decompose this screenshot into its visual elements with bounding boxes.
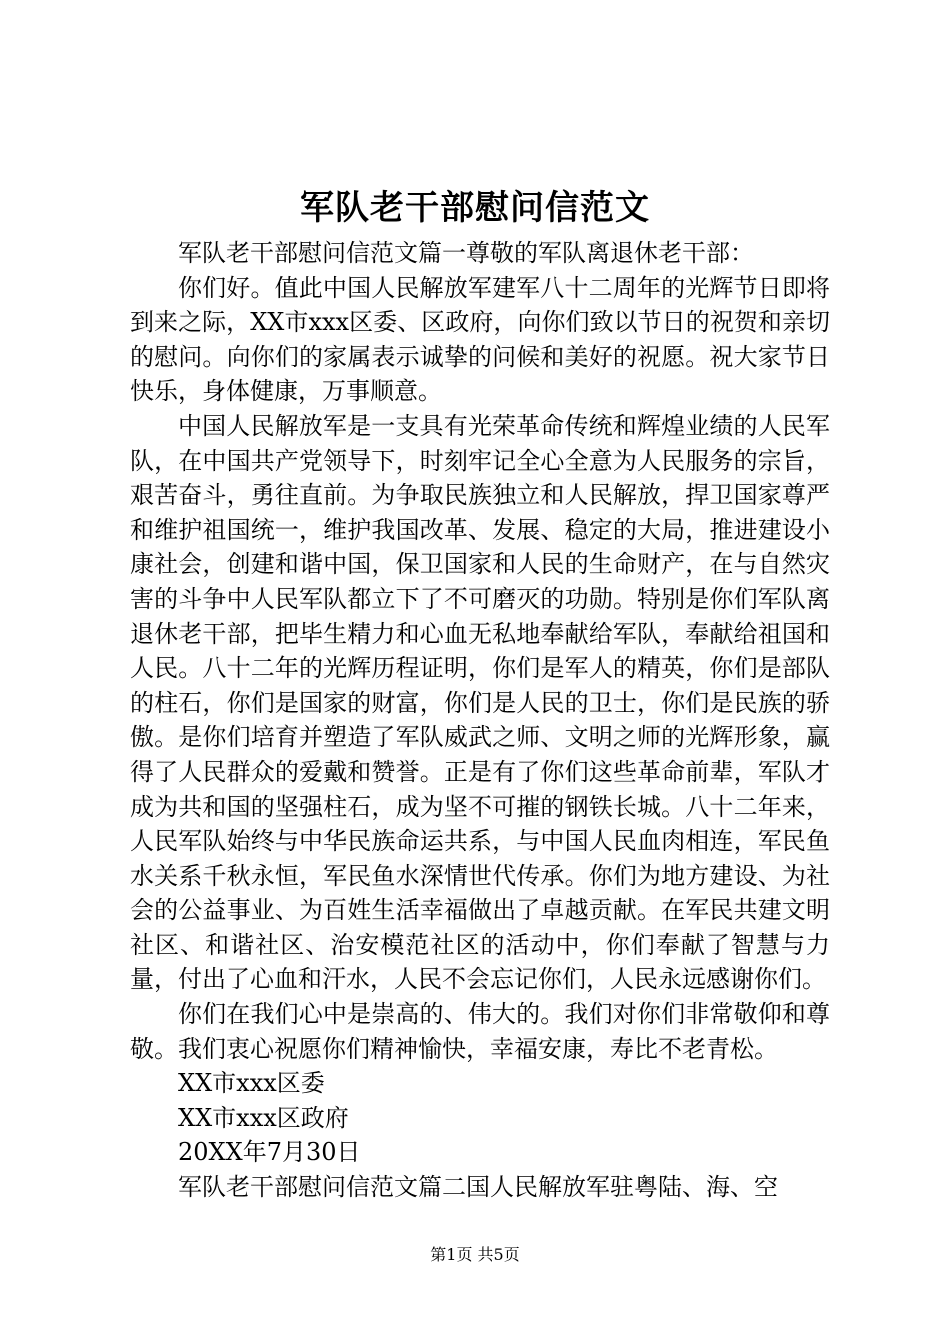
signature-date: 20XX年7月30日 [178,1138,361,1167]
paragraph-main: 中国人民解放军是一支具有光荣革命传统和辉煌业绩的人民军队，在中国共产党领导下，时刻牢记全心全意为人民服务的宗旨，艰苦奋斗，勇往直前。为争取民族独立和人民解放，捍卫国家尊严和维护祖国统一，维护我国改革、发展、稳定的大局，推进建设小康社会，创建和谐中国，保卫国家和人民的生命财产，在与自然灾害的斗争中人民军队都立下了不可磨灭的功勋。特别是你们军队离退休老干部，把毕生精力和心血无私地奉献给军队，奉献给祖国和人民。八十二年的光辉历程证明，你们是军人的精英，你们是部队的柱石，你们是国家的财富，你们是人民的卫士，你们是民族的骄傲。是你们培育并塑造了军队威武之师、文明之师的光辉形象，赢得了人民群众的爱戴和赞誉。正是有了你们这些革命前辈，军队才成为共和国的坚强柱石，成为坚不可摧的钢铁长城。八十二年来，人民军队始终与中华民族命运共系，与中国人民血肉相连，军民鱼水关系千秋永恒，军民鱼水深情世代传承。你们为地方建设、为社会的公益事业、为百姓生活幸福做出了卓越贡献。在军民共建文明社区、和谐社区、治安模范社区的活动中，你们奉献了智慧与力量，付出了心血和汗水，人民不会忘记你们，人民永远感谢你们。 [130,411,830,994]
page-number: 第1页 共5页 [430,1245,520,1264]
document-body [130,236,830,1205]
paragraph-greeting: 你们好。值此中国人民解放军建军八十二周年的光辉节日即将到来之际，XX市xxx区委、区政府，向你们致以节日的祝贺和亲切的慰问。向你们的家属表示诚挚的问候和美好的祝愿。祝大家节日快乐，身体健康，万事顺意。 [130,273,830,406]
signature-committee: XX市xxx区委 [178,1069,325,1098]
document-title: 军队老干部慰问信范文 [300,188,650,228]
signature-government: XX市xxx区政府 [178,1103,349,1132]
paragraph-next-section: 军队老干部慰问信范文篇二国人民解放军驻粤陆、海、空 [178,1173,778,1202]
paragraph-intro: 军队老干部慰问信范文篇一尊敬的军队离退休老干部： [178,239,754,267]
paragraph-closing: 你们在我们心中是崇高的、伟大的。我们对你们非常敬仰和尊敬。我们衷心祝愿你们精神愉快，幸福安康，寿比不老青松。 [130,1000,830,1063]
